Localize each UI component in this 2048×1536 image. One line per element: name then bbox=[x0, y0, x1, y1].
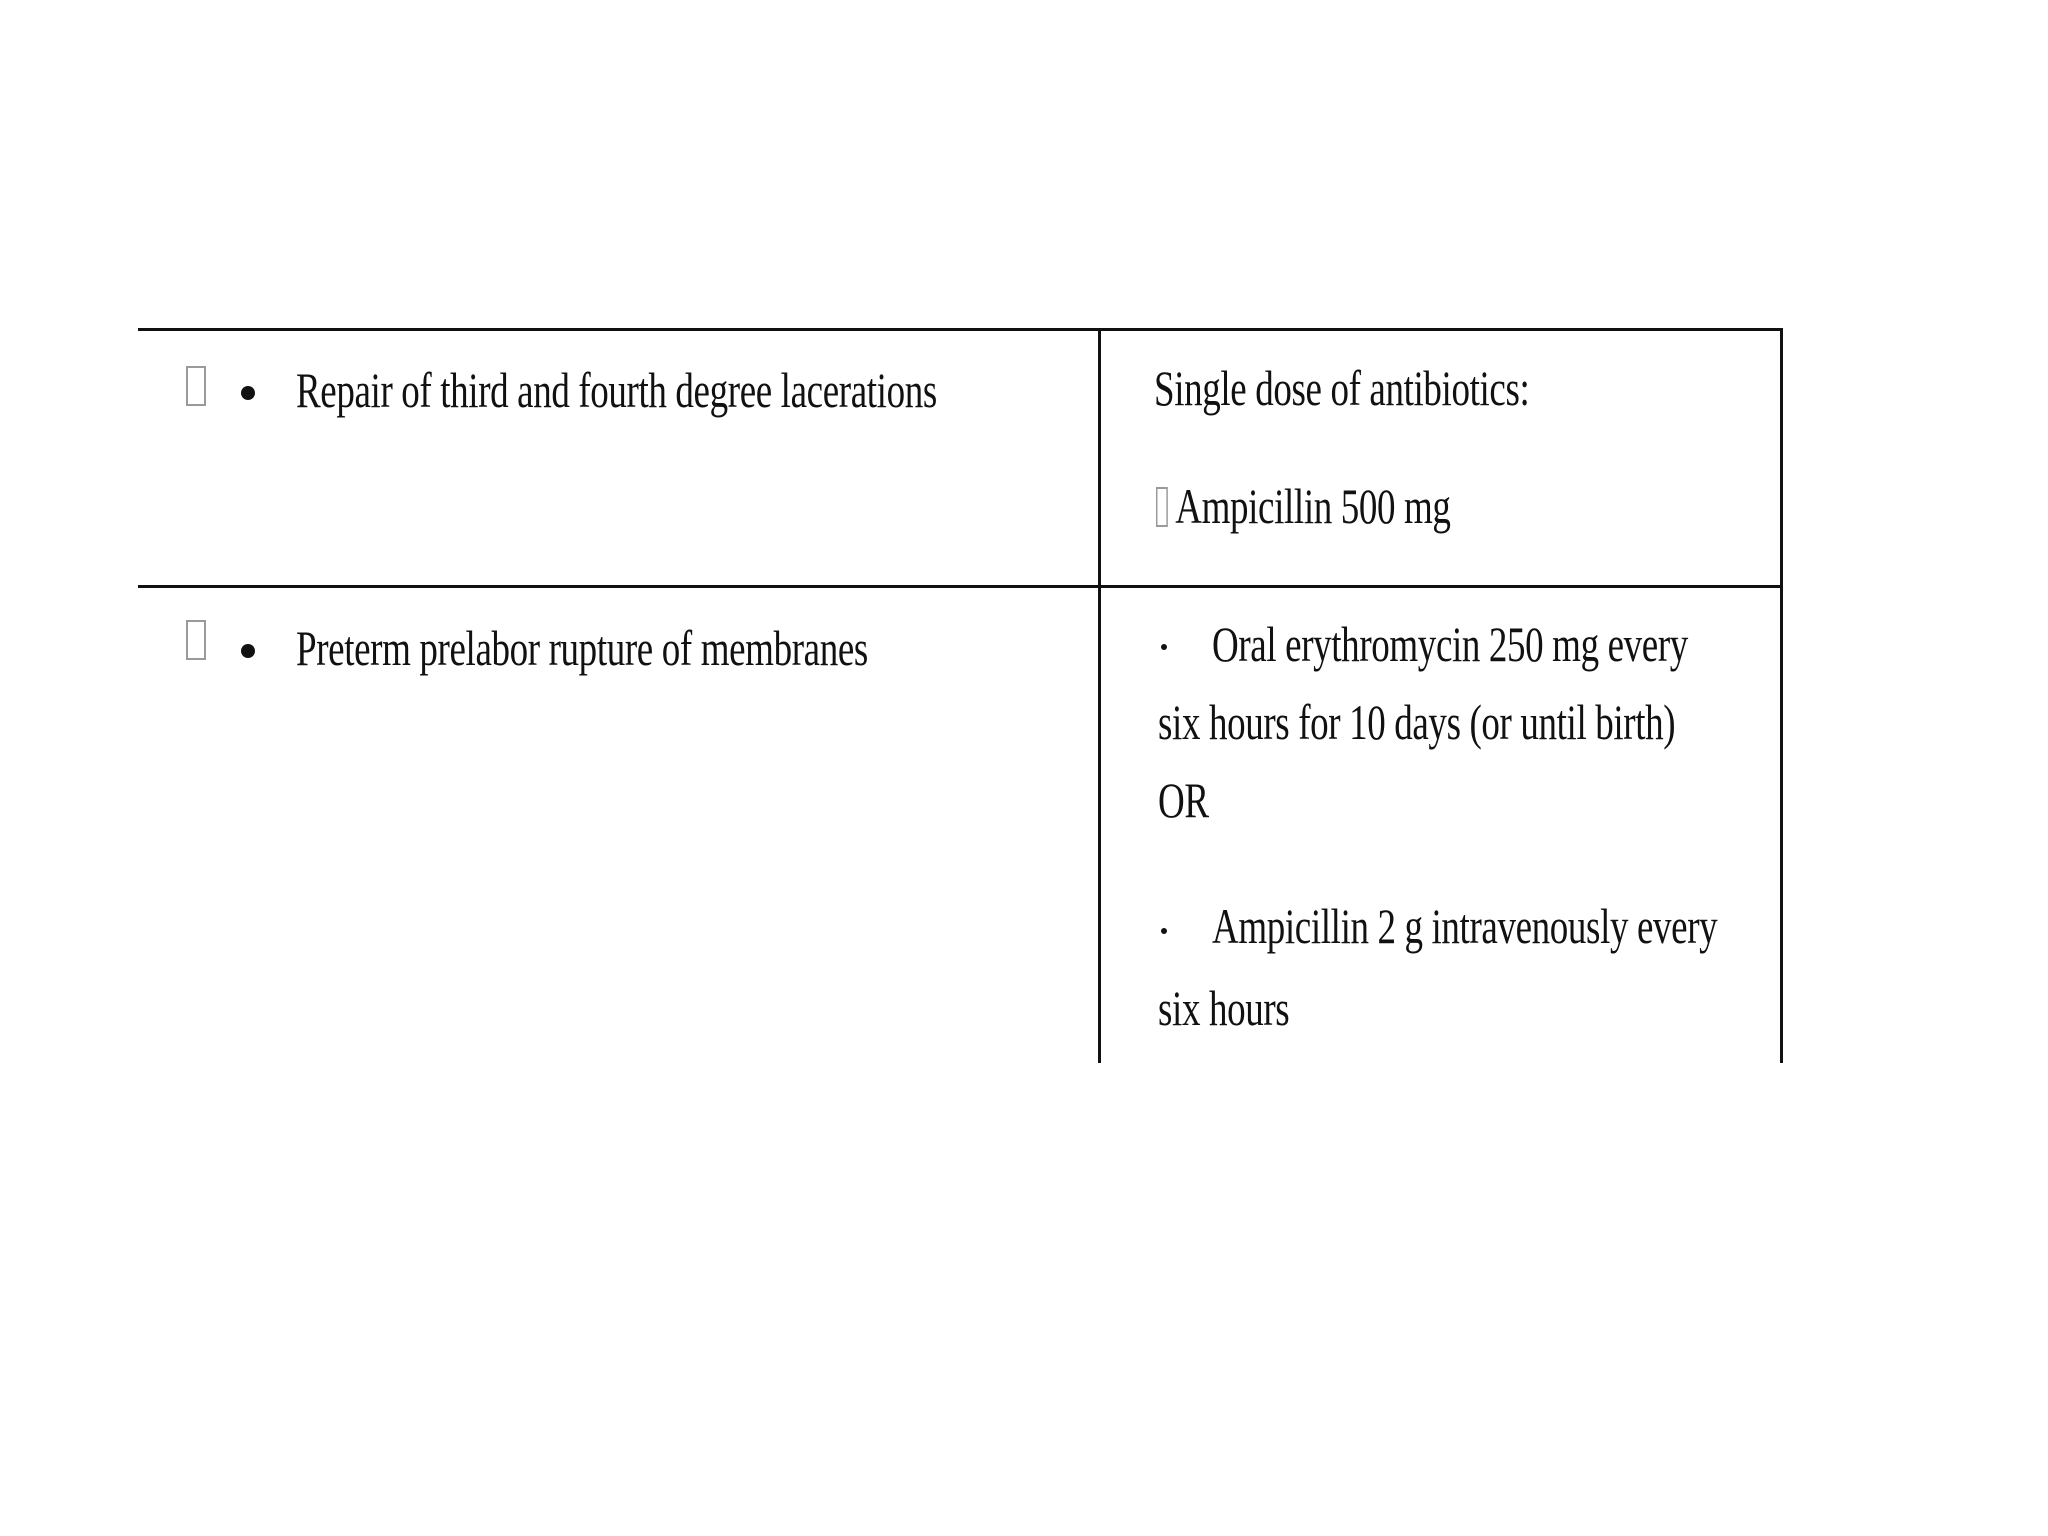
regimen-connector: OR bbox=[1158, 772, 1209, 828]
regimen-option-2-line-1: Ampicillin 2 g intravenously every bbox=[1212, 898, 1718, 954]
checkbox-glyph-icon bbox=[1156, 487, 1168, 527]
regimen-option-1-line-1: Oral erythromycin 250 mg every bbox=[1212, 616, 1688, 672]
antibiotic-table bbox=[138, 328, 1780, 1063]
regimen-option-2-line-2: six hours bbox=[1158, 980, 1290, 1036]
bullet-icon bbox=[1161, 928, 1167, 934]
indication-text: Repair of third and fourth degree lacerations bbox=[296, 362, 937, 418]
row-divider bbox=[138, 585, 1783, 588]
checkbox-glyph-icon bbox=[186, 620, 206, 660]
indication-text: Preterm prelabor rupture of membranes bbox=[296, 620, 868, 676]
regimen-heading: Single dose of antibiotics: bbox=[1154, 360, 1530, 416]
bullet-icon bbox=[241, 644, 255, 658]
regimen-item: Ampicillin 500 mg bbox=[1156, 466, 1451, 546]
regimen-option-1-line-2: six hours for 10 days (or until birth) bbox=[1158, 694, 1676, 750]
checkbox-glyph-icon bbox=[186, 366, 206, 406]
bullet-icon bbox=[241, 386, 255, 400]
bullet-icon bbox=[1161, 644, 1167, 650]
table-top-border bbox=[138, 328, 1783, 331]
table-right-border bbox=[1780, 328, 1783, 1063]
column-divider bbox=[1098, 328, 1101, 1063]
